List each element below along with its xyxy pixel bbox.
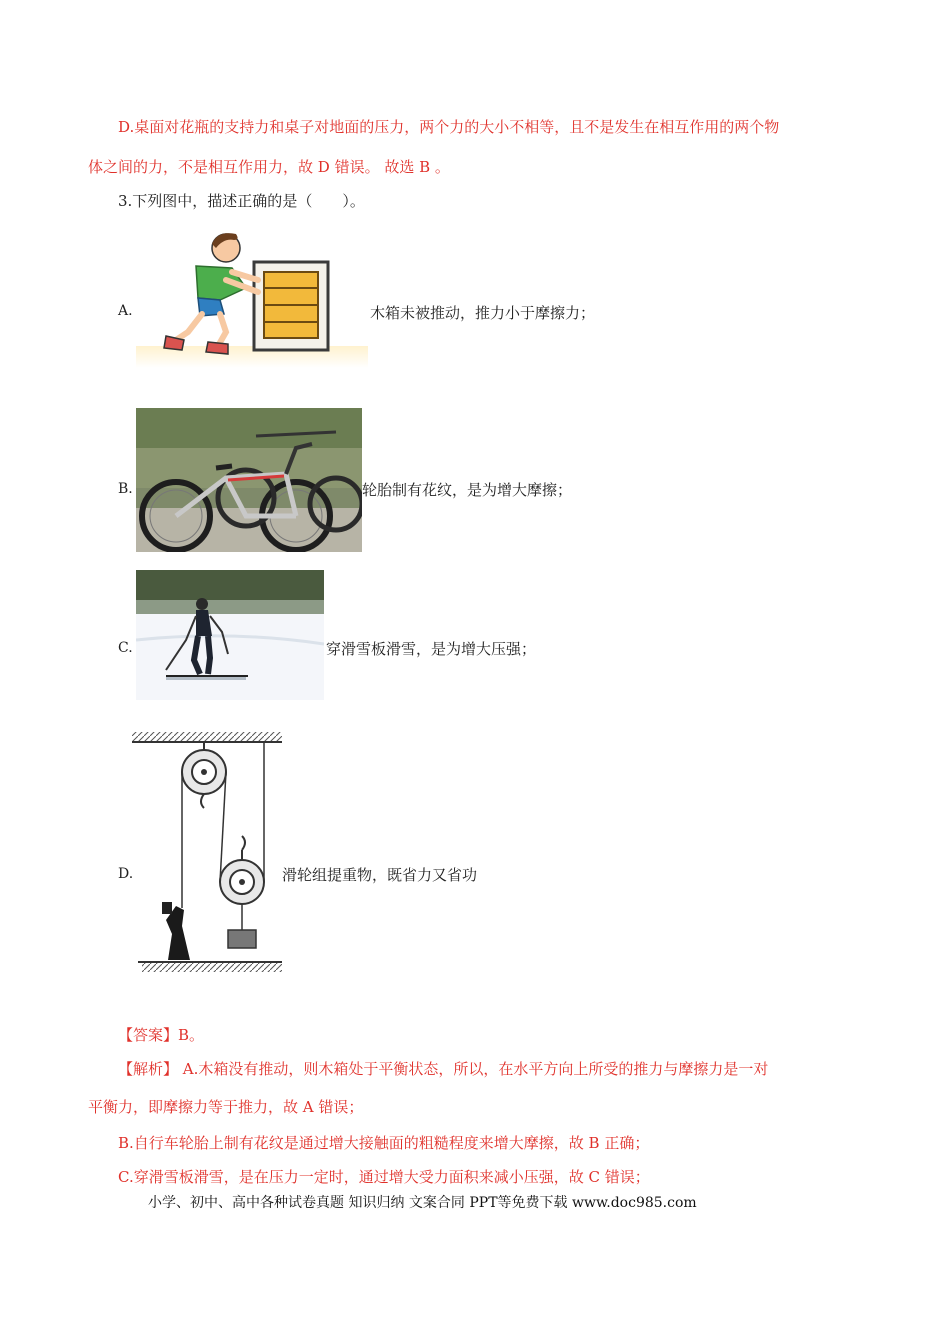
analysis-tag: 【解析】 [118,1060,179,1078]
option-d-letter: D. [118,866,134,882]
boy-pushing-box-image [136,228,368,368]
option-d-caption: 滑轮组提重物，既省力又省功 [282,866,478,884]
option-c-caption: 穿滑雪板滑雪，是为增大压强； [326,640,537,658]
analysis-a1: A.木箱没有推动，则木箱处于平衡状态，所以，在水平方向上所受的推力与摩擦力是一对 [178,1060,769,1078]
analysis-b: B.自行车轮胎上制有花纹是通过增大接触面的粗糙程度来增大摩擦，故 B 正确； [118,1134,650,1152]
pulley-system-diagram [132,730,284,978]
answer-line [118,1025,204,1045]
analysis-c: C.穿滑雪板滑雪，是在压力一定时，通过增大受力面积来减小压强，故 C 错误； [118,1168,650,1186]
answer-value: B。 [178,1026,205,1044]
option-d-explanation-line1: D.桌面对花瓶的支持力和桌子对地面的压力，两个力的大小不相等，且不是发生在相互作用的两个物 [118,118,780,136]
option-d-explanation-line2: 体之间的力，不是相互作用力，故 D 错误。 故选 B 。 [88,158,450,176]
skier-photo [136,570,324,700]
question-3-stem: 3.下列图中，描述正确的是（ ）。 [118,192,365,210]
answer-tag: 【答案】 [118,1026,179,1044]
option-b-letter: B. [118,481,133,497]
analysis-line-a1 [118,1059,768,1079]
option-b-caption: 轮胎制有花纹，是为增大摩擦； [362,481,573,499]
option-c-letter: C. [118,640,133,656]
analysis-a2: 平衡力，即摩擦力等于推力，故 A 错误； [88,1098,364,1116]
option-a-letter: A. [118,303,133,319]
page-footer: 小学、初中、高中各种试卷真题 知识归纳 文案合同 PPT等免费下载 www.doc985.com [148,1195,697,1211]
option-a-caption: 木箱未被推动，推力小于摩擦力； [370,304,596,322]
bicycles-photo [136,408,362,552]
